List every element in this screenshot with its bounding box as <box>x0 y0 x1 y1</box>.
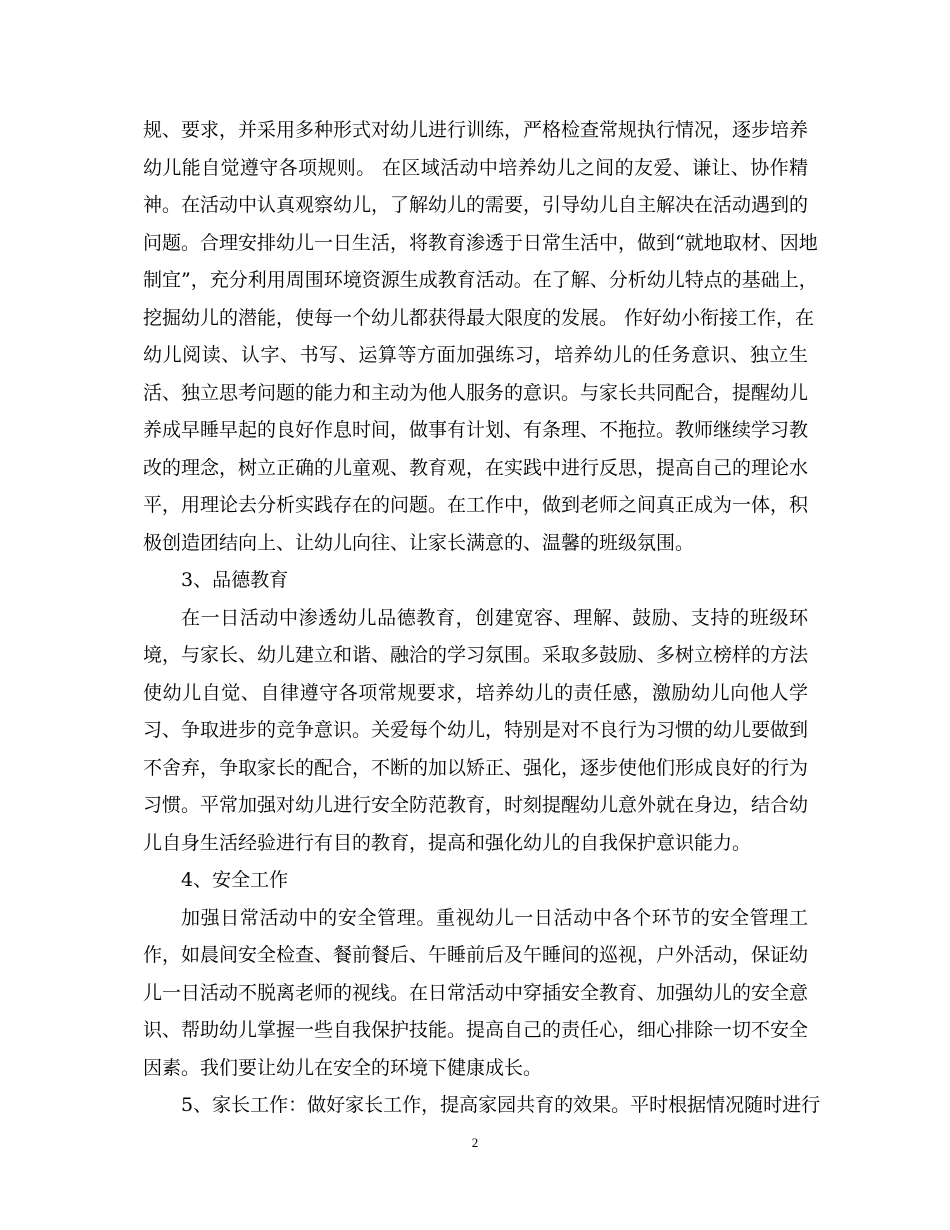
section-heading: 3、品德教育 <box>181 569 289 591</box>
text-line: 5、家长工作：做好家长工作，提高家园共育的效果。平时根据情况随时进行 <box>181 1094 821 1116</box>
text-line: 境，与家长、幼儿建立和谐、融洽的学习氛围。采取多鼓励、多树立榜样的方法 <box>143 644 809 666</box>
text-line: 改的理念，树立正确的儿童观、教育观，在实践中进行反思，提高自己的理论水 <box>143 456 809 479</box>
text-line: 因素。我们要让幼儿在安全的环境下健康成长。 <box>143 1056 543 1079</box>
text-line: 养成早睡早起的良好作息时间，做事有计划、有条理、不拖拉。教师继续学习教 <box>143 419 809 441</box>
body-text <box>143 112 821 1125</box>
page-number: 2 <box>471 1135 479 1150</box>
text-line: 极创造团结向上、让幼儿向往、让家长满意的、温馨的班级氛围。 <box>143 531 695 554</box>
text-line: 习惯。平常加强对幼儿进行安全防范教育，时刻提醒幼儿意外就在身边，结合幼 <box>143 794 809 816</box>
text-line: 幼儿能自觉遵守各项规则。 在区域活动中培养幼儿之间的友爱、谦让、协作精 <box>143 156 808 179</box>
text-line: 挖掘幼儿的潜能，使每一个幼儿都获得最大限度的发展。 作好幼小衔接工作，在 <box>143 306 815 329</box>
text-line: 儿自身生活经验进行有目的教育，提高和强化幼儿的自我保护意识能力。 <box>143 831 752 854</box>
text-line: 不舍弃，争取家长的配合，不断的加以矫正、强化，逐步使他们形成良好的行为 <box>143 756 809 779</box>
text-line: 习、争取进步的竞争意识。关爱每个幼儿，特别是对不良行为习惯的幼儿要做到 <box>143 719 809 741</box>
text-line: 神。在活动中认真观察幼儿，了解幼儿的需要，引导幼儿自主解决在活动遇到的 <box>143 194 809 216</box>
text-line: 规、要求，并采用多种形式对幼儿进行训练，严格检查常规执行情况，逐步培养 <box>143 119 809 141</box>
text-line: 识、帮助幼儿掌握一些自我保护技能。提高自己的责任心，细心排除一切不安全 <box>143 1019 809 1041</box>
text-line: 活、独立思考问题的能力和主动为他人服务的意识。与家长共同配合，提醒幼儿 <box>143 381 809 404</box>
text-line: 作，如晨间安全检查、餐前餐后、午睡前后及午睡间的巡视，户外活动，保证幼 <box>143 944 809 966</box>
text-line: 问题。合理安排幼儿一日生活，将教育渗透于日常生活中，做到“就地取材、因地 <box>143 231 818 254</box>
section-heading: 4、安全工作 <box>181 869 289 891</box>
text-line: 平，用理论去分析实践存在的问题。在工作中，做到老师之间真正成为一体，积 <box>143 494 809 516</box>
text-line: 幼儿阅读、认字、书写、运算等方面加强练习，培养幼儿的任务意识、独立生 <box>143 344 808 366</box>
text-line: 制宜”，充分利用周围环境资源生成教育活动。在了解、分析幼儿特点的基础上， <box>143 269 818 291</box>
text-line: 在一日活动中渗透幼儿品德教育，创建宽容、理解、鼓励、支持的班级环 <box>181 606 808 629</box>
text-line: 使幼儿自觉、自律遵守各项常规要求，培养幼儿的责任感，激励幼儿向他人学 <box>143 681 808 704</box>
text-line: 加强日常活动中的安全管理。重视幼儿一日活动中各个环节的安全管理工 <box>181 906 808 929</box>
text-line: 儿一日活动不脱离老师的视线。在日常活动中穿插安全教育、加强幼儿的安全意 <box>143 981 809 1004</box>
